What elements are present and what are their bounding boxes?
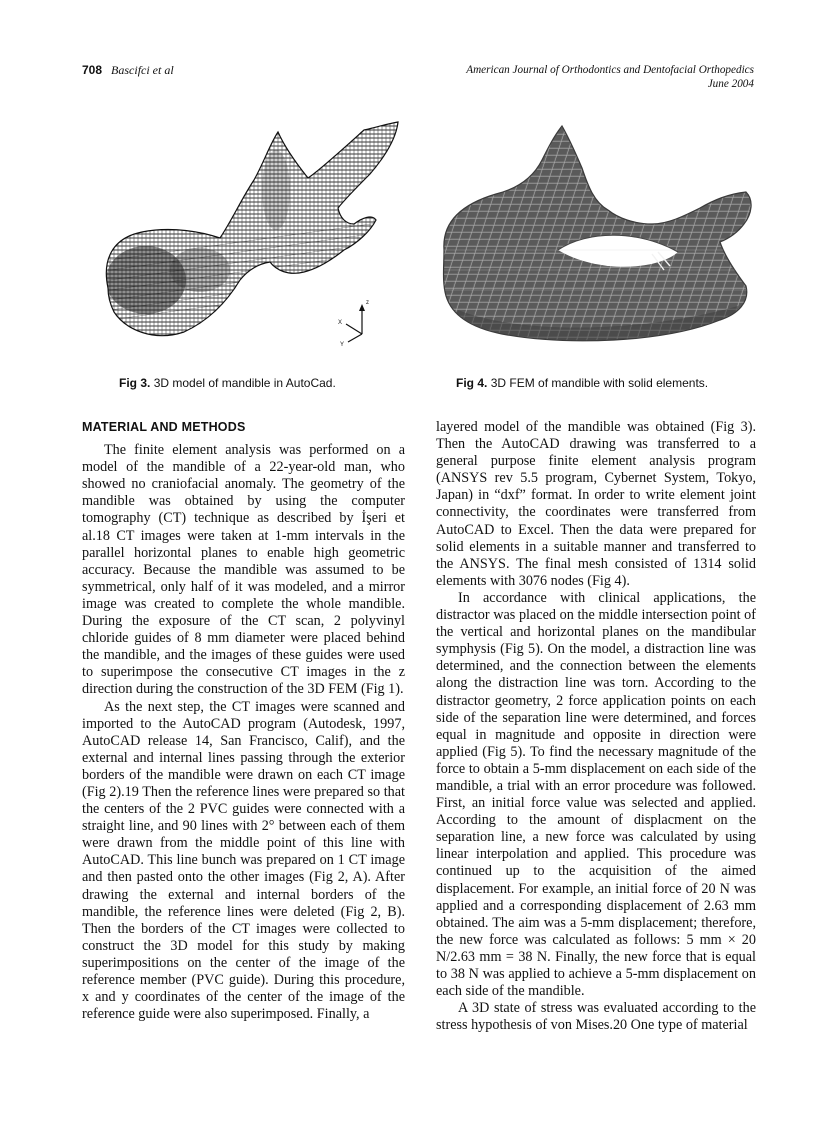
- right-column: [436, 419, 756, 1034]
- figure-3-caption-text: 3D model of mandible in AutoCad.: [153, 376, 336, 390]
- figure-3-wireframe-mandible: [100, 120, 400, 360]
- issue-date: June 2004: [707, 78, 754, 90]
- right-paragraph-1: layered model of the mandible was obtained (Fig 3). Then the AutoCAD drawing was transferred to a general purpose finite element analysis program (ANSYS rev 5.5 program, Cybernet System, Tokyo, Japan) in “dxf” format. In order to write element joint connectivity, the coordinates were transferred from AutoCAD to Excel. Then the data were prepared for solid elements in a suitable manner and transferred to the ANSYS. The final mesh consisted of 1314 solid elements with 3076 nodes (Fig 4).: [436, 419, 756, 589]
- axis-x-label: X: [338, 320, 343, 326]
- running-header-right: [466, 63, 754, 91]
- figure-3-caption: [119, 376, 336, 390]
- figure-4-label: Fig 4.: [456, 376, 488, 390]
- running-header-left: [82, 63, 174, 78]
- figure-4-caption-text: 3D FEM of mandible with solid elements.: [490, 376, 709, 390]
- left-column: [82, 419, 405, 1023]
- axis-z-label: z: [366, 300, 369, 306]
- page-number: 708: [82, 63, 103, 77]
- running-author: Bascifci et al: [111, 63, 174, 77]
- right-paragraph-2: In accordance with clinical applications, the distractor was placed on the middle intersection point of the vertical and horizontal planes on the mandibular symphysis (Fig 5). On the model, a distraction line was determined, and the connection between the elements along the distraction line was torn. According to the distractor geometry, 2 force application points on each side of the separation line were determined, and forces equal in magnitude and opposite in direction were applied (Fig 5). To find the necessary magnitude of the force to obtain a 5-mm displacement on each side of the mandible, a trial with an error procedure was followed. First, an initial force value was selected and applied. According to the amount of displacment on the separation line, a new force was calculated by using linear interpolation and applied. This procedure was continued up to the acquisition of the aimed displacement. For example, an initial force of 20 N was applied and a corresponding displacement of 2.63 mm obtained. The aim was a 5-mm displacement; therefore, the new force was calculated as follows: 5 mm × 20 N/2.63 mm = 38 N. Finally, the new force that is equal to 38 N was applied to achieve a 5-mm displacement on each side of the mandible.: [436, 589, 756, 1000]
- journal-title: American Journal of Orthodontics and Dentofacial Orthopedics: [466, 64, 754, 76]
- figure-3-label: Fig 3.: [119, 376, 151, 390]
- figure-4-fem-mandible: [438, 120, 756, 360]
- figure-4-caption: [456, 376, 708, 390]
- axis-y-label: Y: [340, 342, 345, 348]
- section-heading: MATERIAL AND METHODS: [82, 420, 246, 434]
- left-paragraph-2: As the next step, the CT images were scanned and imported to the AutoCAD program (Autodesk, 1997, AutoCAD release 14, San Francisco, Calif), and the external and internal lines passing through the exterior borders of the mandible were drawn on each CT image (Fig 2).19 Then the reference lines were prepared so that the centers of the 2 PVC guides were connected with a straight line, and 90 lines with 2° between each of them were drawn from the middle point of this line with AutoCAD. This line bunch was prepared on 1 CT image and then pasted onto the other images (Fig 2, A). After drawing the external and internal borders of the mandible, the reference lines were deleted (Fig 2, B). Then the borders of the CT images were collected to construct the 3D model for this study by making superimpositions on the center of the image of the reference member (PVC guide). During this procedure, x and y coordinates of the center of the image of the reference guide were also superimposed. Finally, a: [82, 698, 405, 1023]
- right-paragraph-3: A 3D state of stress was evaluated according to the stress hypothesis of von Mises.20 One type of material: [436, 1000, 756, 1034]
- axis-triad: [338, 300, 369, 348]
- left-paragraph-1: The finite element analysis was performed on a model of the mandible of a 22-year-old man, who showed no craniofacial anomaly. The geometry of the mandible was obtained by using the computer tomography (CT) technique as described by İşeri et al.18 CT images were taken at 1-mm intervals in the parallel horizontal planes to enable high geometric accuracy. Because the mandible was assumed to be symmetrical, only half of it was modeled, and a mirror image was created to complete the whole mandible. During the exposure of the CT scan, 2 polyvinyl chloride guides of 8 mm diameter were placed behind the mandible, and the images of these guides were used to superimpose the consecutive CT images in the z direction during the construction of the 3D FEM (Fig 1).: [82, 442, 405, 698]
